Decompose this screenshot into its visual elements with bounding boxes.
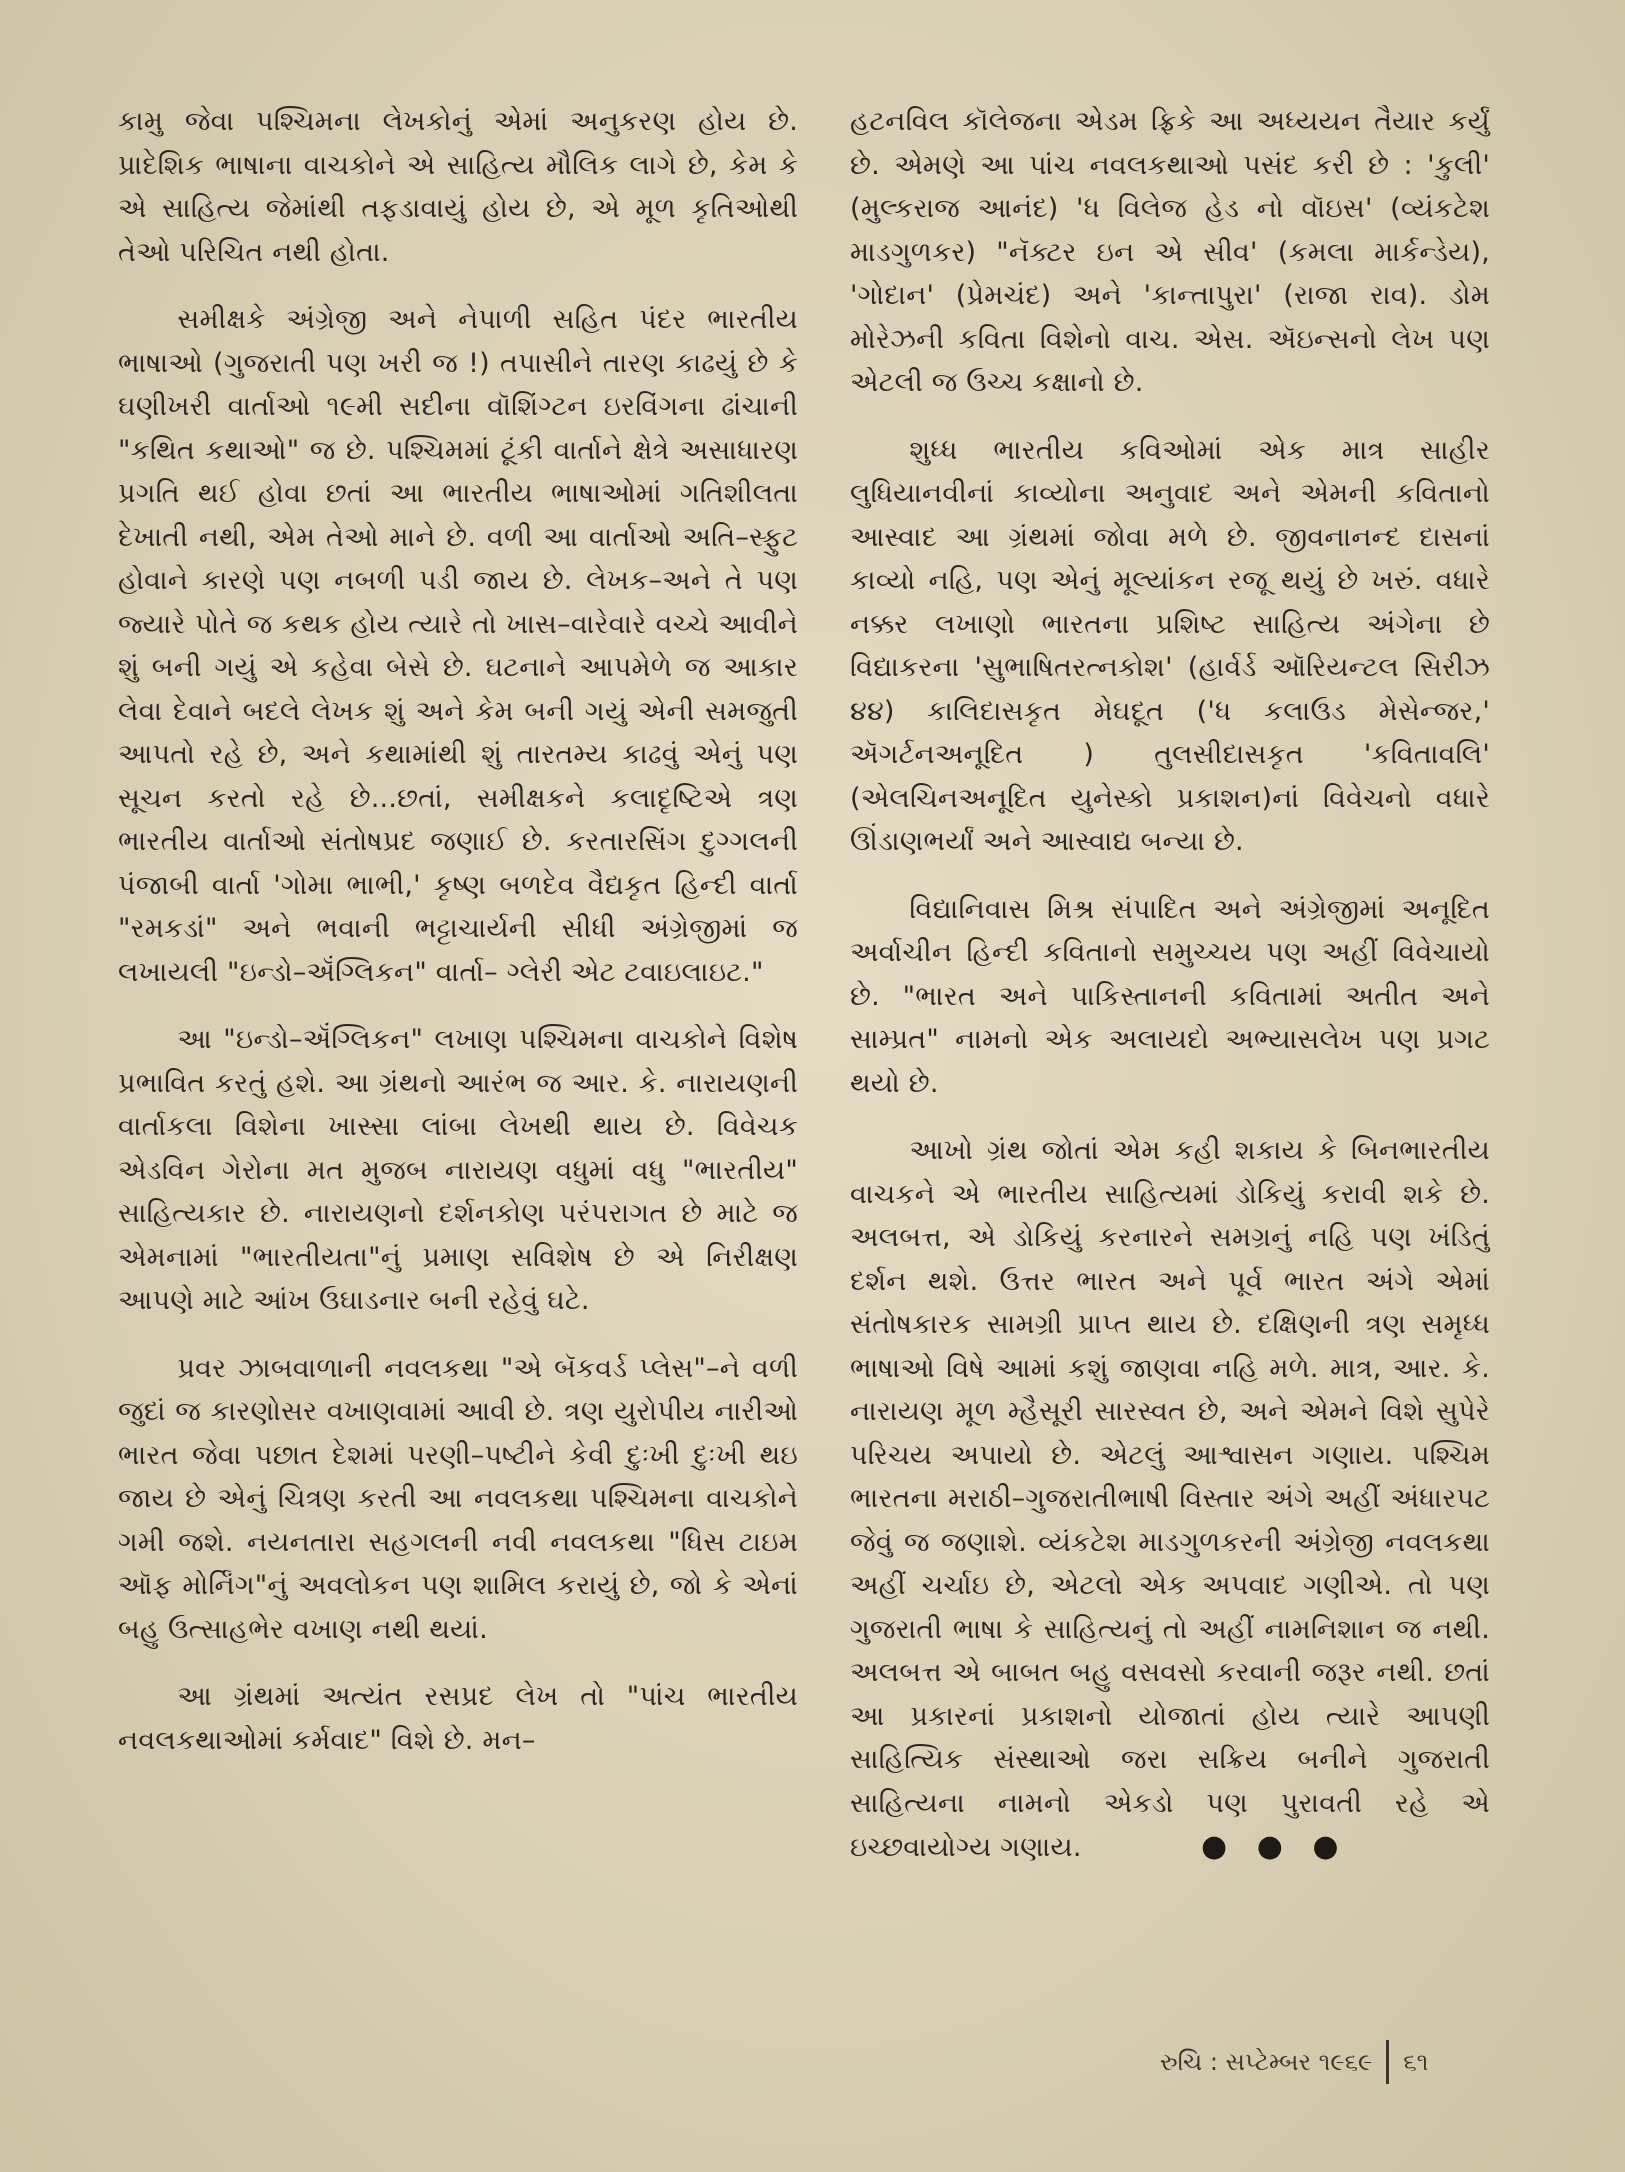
paragraph-last	[850, 1129, 1490, 1870]
paragraph: હટનવિલ કૉલેજના એડમ ફ્રિકે આ અધ્યયન તૈયાર કર્યું છે. એમણે આ પાંચ નવલકથાઓ પસંદ કરી છે : 'કુલી' (મુલ્કરાજ આનંદ) 'ધ વિલેજ હેડ નો વૉઇસ' (વ્યંકટેશ માડગુળકર) "નૅક્ટર ઇન એ સીવ' (કમલા માર્કન્ડેય), 'ગોદાન' (પ્રેમચંદ) અને 'કાન્તાપુરા' (રાજા રાવ). ડોમ મોરેઝની કવિતા વિશેનો વાચ. એસ. ઍઇન્સનો લેખ પણ એટલી જ ઉચ્ચ કક્ષાનો છે.	[850, 106, 1490, 398]
page-footer	[1160, 2040, 1500, 2084]
paragraph: આ "ઇન્ડો–ઍંગ્લિકન" લખાણ પશ્ચિમના વાચકોને વિશેષ પ્રભાવિત કરતું હશે. આ ગ્રંથનો આરંભ જ આર. કે. નારાયણની વાર્તાકલા વિશેના ખાસ્સા લાંબા લેખથી થાય છે. વિવેચક એડવિન ગેરોના મત મુજબ નારાયણ વધુમાં વધુ "ભારતીય" સાહિત્યકાર છે. નારાયણનો દર્શનકોણ પરંપરાગત છે માટે જ એમનામાં "ભારતીયતા"નું પ્રમાણ સવિશેષ છે એ નિરીક્ષણ આપણે માટે આંખ ઉઘાડનાર બની રહેવું ઘટે.	[118, 1024, 798, 1316]
paragraph: કામુ જેવા પશ્ચિમના લેખકોનું એમાં અનુકરણ હોય છે. પ્રાદેશિક ભાષાના વાચકોને એ સાહિત્ય મૌલિક લાગે છે, કેમ કે એ સાહિત્ય જેમાંથી તફડાવાયું હોય છે, એ મૂળ કૃતિઓથી તેઓ પરિચિત નથી હોતા.	[118, 106, 798, 268]
paragraph: પ્રવર ઝાબવાળાની નવલકથા "એ બૅકવર્ડ પ્લેસ"–ને વળી જુદાં જ કારણોસર વખાણવામાં આવી છે. ત્રણ યુરોપીય નારીઓ ભારત જેવા પછાત દેશમાં પરણી–પષ્ટીને કેવી દુઃખી દુઃખી થઇ જાય છે એનું ચિત્રણ કરતી આ નવલકથા પશ્ચિમના વાચકોને ગમી જશે. નયનતારા સહગલની નવી નવલકથા "ધિસ ટાઇમ ઑફ મોર્નિંગ"નું અવલોકન પણ શામિલ કરાયું છે, જો કે એનાં બહુ ઉત્સાહભેર વખાણ નથી થયાં.	[118, 1352, 798, 1645]
right-column	[850, 100, 1490, 1894]
end-mark: ● ● ●	[1201, 1829, 1349, 1864]
issue-date: રુચિ : સપ્ટેમ્બર ૧૯૬૯	[1160, 2048, 1373, 2076]
paragraph: વિદ્યાનિવાસ મિશ્ર સંપાદિત અને અંગ્રેજીમાં અનૂદિત અર્વાચીન હિન્દી કવિતાનો સમુચ્ચય પણ અહીં વિવેચાયો છે. "ભારત અને પાકિસ્તાનની કવિતામાં અતીત અને સામ્પ્રત" નામનો એક અલાયદો અભ્યાસલેખ પણ પ્રગટ થયો છે.	[850, 893, 1490, 1099]
left-column	[118, 100, 798, 1786]
paragraph: સમીક્ષકે અંગ્રેજી અને નેપાળી સહિત પંદર ભારતીય ભાષાઓ (ગુજરાતી પણ ખરી જ !) તપાસીને તારણ કાઢયું છે કે ઘણીખરી વાર્તાઓ ૧૯મી સદીના વૉશિંગ્ટન ઇરવિંગના ઢાંચાની "કથિત કથાઓ" જ છે. પશ્ચિમમાં ટૂંકી વાર્તાને ક્ષેત્રે અસાધારણ પ્રગતિ થઈ હોવા છતાં આ ભારતીય ભાષાઓમાં ગતિશીલતા દેખાતી નથી, એમ તેઓ માને છે. વળી આ વાર્તાઓ અતિ–સ્ફુટ હોવાને કારણે પણ નબળી પડી જાય છે. લેખક–અને તે પણ જ્યારે પોતે જ કથક હોય ત્યારે તો ખાસ–વારેવારે વચ્ચે આવીને શું બની ગયું એ કહેવા બેસે છે. ઘટનાને આપમેળે જ આકાર લેવા દેવાને બદલે લેખક શું અને કેમ બની ગયું એની સમજુતી આપતો રહે છે, અને કથામાંથી શું તારતમ્ય કાઢવું એનું પણ સૂચન કરતો રહે છે...છતાં, સમીક્ષકને કલાદૃષ્ટિએ ત્રણ ભારતીય વાર્તાઓ સંતોષપ્રદ જણાઈ છે. કરતારસિંગ દુગ્ગલની પંજાબી વાર્તા 'ગોમા ભાભી,' કૃષ્ણ બળદેવ વૈદ્યકૃત હિન્દી વાર્તા "રમકડાં" અને ભવાની ભટ્ટાચાર્યની સીધી અંગ્રેજીમાં જ લખાયલી "ઇન્ડો–ઍંગ્લિકન" વાર્તા– ગ્લેરી એટ ટવાઇલાઇટ."	[118, 304, 798, 988]
page-number: ૬૧	[1403, 2048, 1429, 2076]
paragraph: શુધ્ધ ભારતીય કવિઓમાં એક માત્ર સાહીર લુધિયાનવીનાં કાવ્યોના અનુવાદ અને એમની કવિતાનો આસ્વાદ આ ગ્રંથમાં જોવા મળે છે. જીવનાનન્દ દાસનાં કાવ્યો નહિ, પણ એનું મૂલ્યાંકન રજૂ થયું છે ખરું. વધારે નક્કર લખાણો ભારતના પ્રશિષ્ટ સાહિત્ય અંગેના છે વિદ્યાકરના 'સુભાષિતરત્નકોશ' (હાર્વર્ડ ઑરિયન્ટલ સિરીઝ ૪૪) કાલિદાસકૃત મેઘદૂત ('ધ કલાઉડ મેસેન્જર,' ઍગર્ટનઅનૂદિત ) તુલસીદાસકૃત 'કવિતાવલિ' (એલચિનઅનૂદિત યુનેસ્કો પ્રકાશન)નાં વિવેચનો વધારે ઊંડાણભર્યાં અને આસ્વાદ્ય બન્યા છે.	[850, 434, 1490, 857]
footer-divider	[1386, 2040, 1389, 2084]
paragraph-text: આખો ગ્રંથ જોતાં એમ કહી શકાય કે બિનભારતીય વાચકને એ ભારતીય સાહિત્યમાં ડોકિયું કરાવી શકે છે. અલબત્ત, એ ડોકિયું કરનારને સમગ્રનું નહિ પણ ખંડિતું દર્શન થશે. ઉત્તર ભારત અને પૂર્વ ભારત અંગે એમાં સંતોષકારક સામગ્રી પ્રાપ્ત થાય છે. દક્ષિણની ત્રણ સમૃધ્ધ ભાષાઓ વિષે આમાં કશું જાણવા નહિ મળે. માત્ર, આર. કે. નારાયણ મૂળ મ્હૈસૂરી સારસ્વત છે, અને એમને વિશે સુપેરે પરિચય અપાયો છે. એટલું આશ્વાસન ગણાય. પશ્ચિમ ભારતના મરાઠી–ગુજરાતીભાષી વિસ્તાર અંગે અહીં અંધારપટ જેવું જ જણાશે. વ્યંકટેશ માડગુળકરની અંગ્રેજી નવલકથા અહીં ચર્ચાઇ છે, એટલો એક અપવાદ ગણીએ. તો પણ ગુજરાતી ભાષા કે સાહિત્યનું તો અહીં નામનિશાન જ નથી. અલબત્ત એ બાબત બહુ વસવસો કરવાની જરૂર નથી. છતાં આ પ્રકારનાં પ્રકાશનો યોજાતાં હોય ત્યારે આપણી સાહિત્યિક સંસ્થાઓ જરા સક્રિય બનીને ગુજરાતી સાહિત્યના નામનો એકડો પણ પુરાવતી રહે એ ઇચ્છવાયોગ્ય ગણાય.	[850, 1135, 1490, 1863]
paragraph: આ ગ્રંથમાં અત્યંત રસપ્રદ લેખ તો "પાંચ ભારતીય નવલકથાઓમાં કર્મવાદ" વિશે છે. મન–	[118, 1681, 798, 1756]
